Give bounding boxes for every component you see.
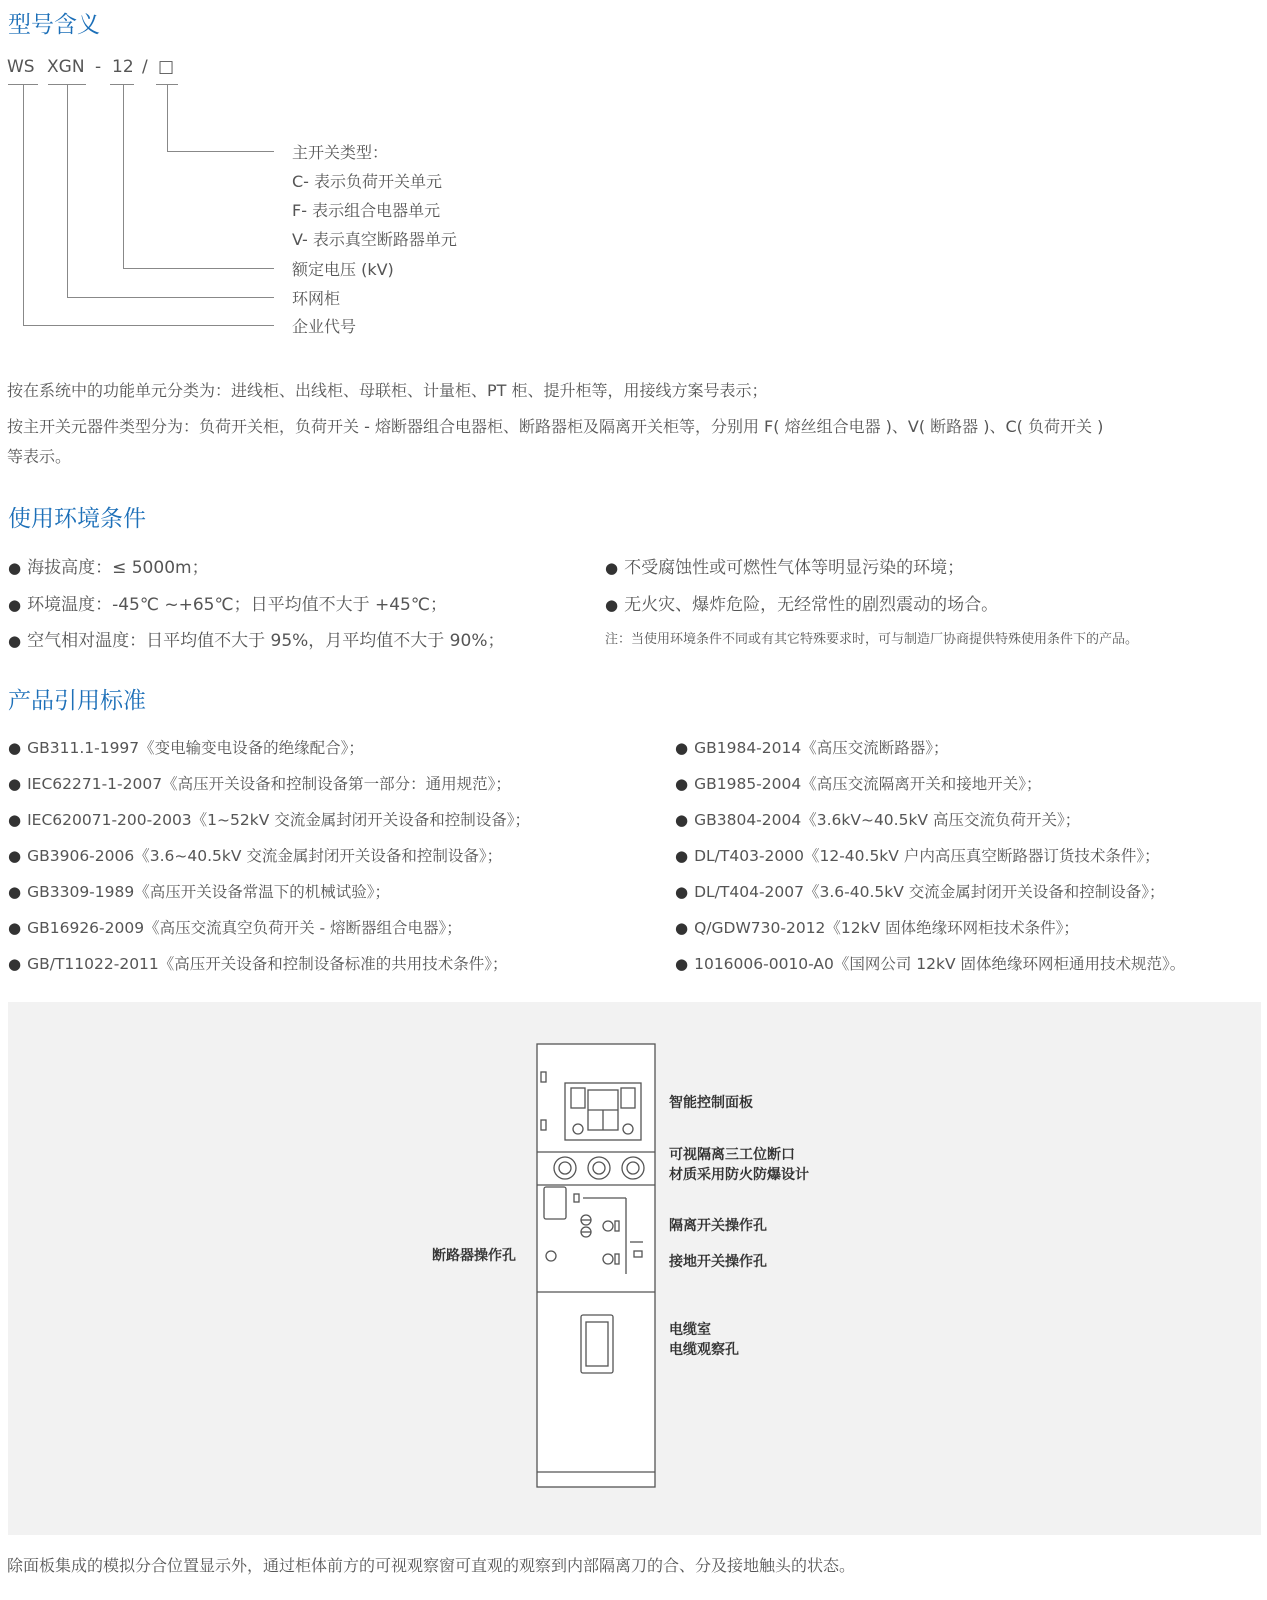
legend-voltage: 额定电压 (kV) xyxy=(292,260,394,279)
standard-item: ● IEC620071-200-2003《1~52kV 交流金属封闭开关设备和控制设备》； xyxy=(8,808,530,830)
standard-item: ● GB1985-2004《高压交流隔离开关和接地开关》； xyxy=(675,772,1041,794)
label-earth-hole: 接地开关操作孔 xyxy=(669,1254,767,1270)
standard-item: ● DL/T403-2000《12-40.5kV 户内高压真空断路器订货技术条件》； xyxy=(675,844,1160,866)
env-item: ● 不受腐蚀性或可燃性气体等明显污染的环境； xyxy=(605,553,964,578)
standard-item: ● GB311.1-1997《变电输变电设备的绝缘配合》； xyxy=(8,736,364,758)
code-dash: - xyxy=(95,57,102,77)
legend-v: V- 表示真空断路器单元 xyxy=(292,230,457,249)
label-isolator-hole: 隔离开关操作孔 xyxy=(669,1218,767,1234)
legend-ring: 环网柜 xyxy=(292,289,341,308)
env-item: ● 环境温度：-45℃ ~+65℃；日平均值不大于 +45℃； xyxy=(8,590,447,615)
legend-f: F- 表示组合电器单元 xyxy=(292,201,441,220)
label-cable-room: 电缆室 xyxy=(669,1322,711,1338)
label-visible-break: 可视隔离三工位断口 xyxy=(669,1147,795,1163)
cabinet-drawing xyxy=(8,1002,1261,1535)
env-item: ● 无火灾、爆炸危险，无经常性的剧烈震动的场合。 xyxy=(605,590,998,615)
footer-note: 除面板集成的模拟分合位置显示外，通过柜体前方的可视观察窗可直观的观察到内部隔离刀的合、分及接地触头的状态。 xyxy=(7,1556,856,1575)
standard-item: ● Q/GDW730-2012《12kV 固体绝缘环网柜技术条件》； xyxy=(675,916,1079,938)
standard-item: ● GB3309-1989《高压开关设备常温下的机械试验》； xyxy=(8,880,390,902)
standard-item: ● GB/T11022-2011《高压开关设备和控制设备标准的共用技术条件》； xyxy=(8,952,508,974)
cabinet-diagram-panel xyxy=(8,1002,1261,1535)
model-desc-2: 按主开关元器件类型分为：负荷开关柜，负荷开关 - 熔断器组合电器柜、断路器柜及隔离开关柜等，分别用 F( 熔丝组合电器 )、V( 断路器 )、C( 负荷开关 ) xyxy=(7,417,1104,436)
label-breaker-hole: 断路器操作孔 xyxy=(432,1248,516,1264)
standard-item: ● 1016006-0010-A0《国网公司 12kV 固体绝缘环网柜通用技术规范》。 xyxy=(675,952,1185,974)
code-slash: / xyxy=(142,57,148,77)
standards-section-title: 产品引用标准 xyxy=(8,688,146,714)
legend-company: 企业代号 xyxy=(292,317,357,336)
env-note: 注：当使用环境条件不同或有其它特殊要求时，可与制造厂协商提供特殊使用条件下的产品。 xyxy=(605,632,1139,647)
model-desc-2-cont: 等表示。 xyxy=(7,447,72,466)
code-voltage: 12 xyxy=(112,57,134,77)
env-section-title: 使用环境条件 xyxy=(8,506,146,532)
code-ring-cabinet: XGN xyxy=(47,57,85,77)
standard-item: ● GB3906-2006《3.6~40.5kV 交流金属封闭开关设备和控制设备》； xyxy=(8,844,502,866)
env-item: ● 空气相对温度：日平均值不大于 95%，月平均值不大于 90%； xyxy=(8,626,504,651)
legend-c: C- 表示负荷开关单元 xyxy=(292,172,443,191)
standard-item: ● DL/T404-2007《3.6-40.5kV 交流金属封闭开关设备和控制设备》； xyxy=(675,880,1165,902)
label-smart-panel: 智能控制面板 xyxy=(669,1095,753,1111)
standard-item: ● GB16926-2009《高压交流真空负荷开关 - 熔断器组合电器》； xyxy=(8,916,462,938)
label-fireproof: 材质采用防火防爆设计 xyxy=(669,1167,809,1183)
model-section-title: 型号含义 xyxy=(8,12,100,38)
code-switch-type: □ xyxy=(158,57,175,77)
standard-item: ● IEC62271-1-2007《高压开关设备和控制设备第一部分：通用规范》； xyxy=(8,772,511,794)
legend-main-switch: 主开关类型： xyxy=(292,143,389,162)
model-desc-1: 按在系统中的功能单元分类为：进线柜、出线柜、母联柜、计量柜、PT 柜、提升柜等，用接线方案号表示； xyxy=(7,381,768,400)
standard-item: ● GB1984-2014《高压交流断路器》； xyxy=(675,736,948,758)
env-item: ● 海拔高度：≤ 5000m； xyxy=(8,553,209,578)
standard-item: ● GB3804-2004《3.6kV~40.5kV 高压交流负荷开关》； xyxy=(675,808,1080,830)
code-enterprise: WS xyxy=(7,57,35,77)
label-cable-window: 电缆观察孔 xyxy=(669,1342,739,1358)
